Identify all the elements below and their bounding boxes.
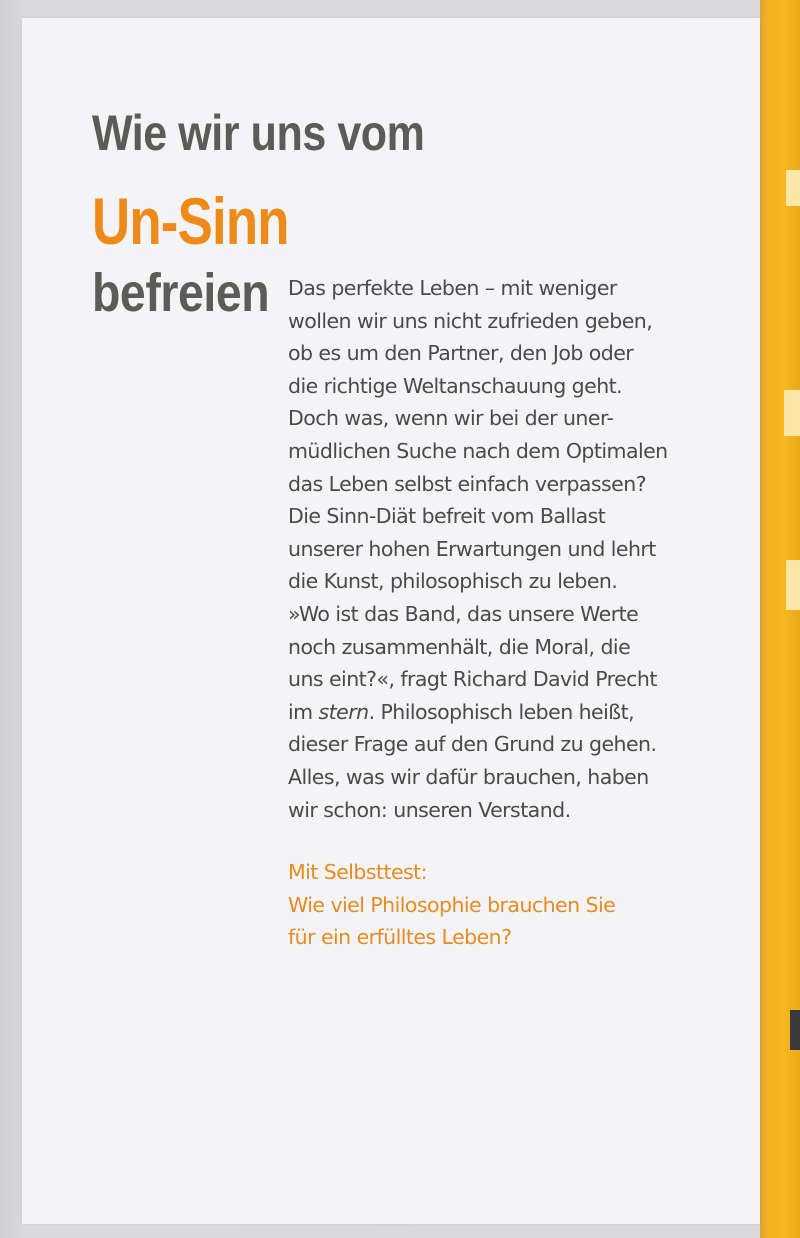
magazine-name-italic: stern — [318, 699, 369, 724]
blurb-line: Alles, was wir dafür brauchen, haben — [288, 764, 649, 789]
blurb-line: die richtige Weltanschauung geht. — [288, 373, 623, 398]
blurb-line: Die Sinn-Diät befreit vom Ballast — [288, 504, 606, 529]
blurb-line: die Kunst, philosophisch zu leben. — [288, 569, 618, 594]
blurb-line: wir schon: unseren Verstand. — [288, 797, 571, 822]
blurb-line: müdlichen Suche nach dem Optimalen — [288, 438, 668, 463]
blurb-line-prefix: im — [288, 699, 319, 724]
blurb-line: noch zusammenhält, die Moral, die — [288, 634, 631, 659]
blurb-line: Doch was, wenn wir bei der uner- — [288, 406, 614, 431]
selftest-callout — [288, 856, 748, 954]
blurb-text — [288, 272, 748, 826]
title-line-3: befreien — [92, 263, 270, 323]
selftest-question-line: Wie viel Philosophie brauchen Sie — [288, 892, 616, 917]
blurb-line: ob es um den Partner, den Job oder — [288, 341, 634, 366]
blurb-line: das Leben selbst einfach verpassen? — [288, 471, 647, 496]
spine-letter-mark — [786, 560, 800, 610]
blurb-line: uns eint?«, fragt Richard David Precht — [288, 667, 657, 692]
title-line-2-highlight: Un-Sinn — [92, 184, 289, 258]
selftest-question-line: für ein erfülltes Leben? — [288, 925, 512, 950]
spine-letter-mark — [786, 170, 800, 206]
spine-letter-mark — [784, 390, 800, 436]
blurb-line: »Wo ist das Band, das unsere Werte — [288, 601, 639, 626]
blurb-line-with-italic — [288, 696, 748, 729]
spine-letter-mark — [790, 1010, 800, 1050]
blurb-line-suffix: . Philosophisch leben heißt, — [368, 699, 635, 724]
title-line-1: Wie wir uns vom — [92, 105, 425, 161]
blurb-line: Das perfekte Leben – mit weniger — [288, 276, 617, 300]
selftest-heading: Mit Selbsttest: — [288, 860, 428, 884]
book-spine — [760, 0, 800, 1238]
blurb-line: dieser Frage auf den Grund zu gehen. — [288, 732, 657, 757]
blurb-line: wollen wir uns nicht zufrieden geben, — [288, 308, 653, 333]
blurb-line: unserer hohen Erwartungen und lehrt — [288, 536, 656, 561]
